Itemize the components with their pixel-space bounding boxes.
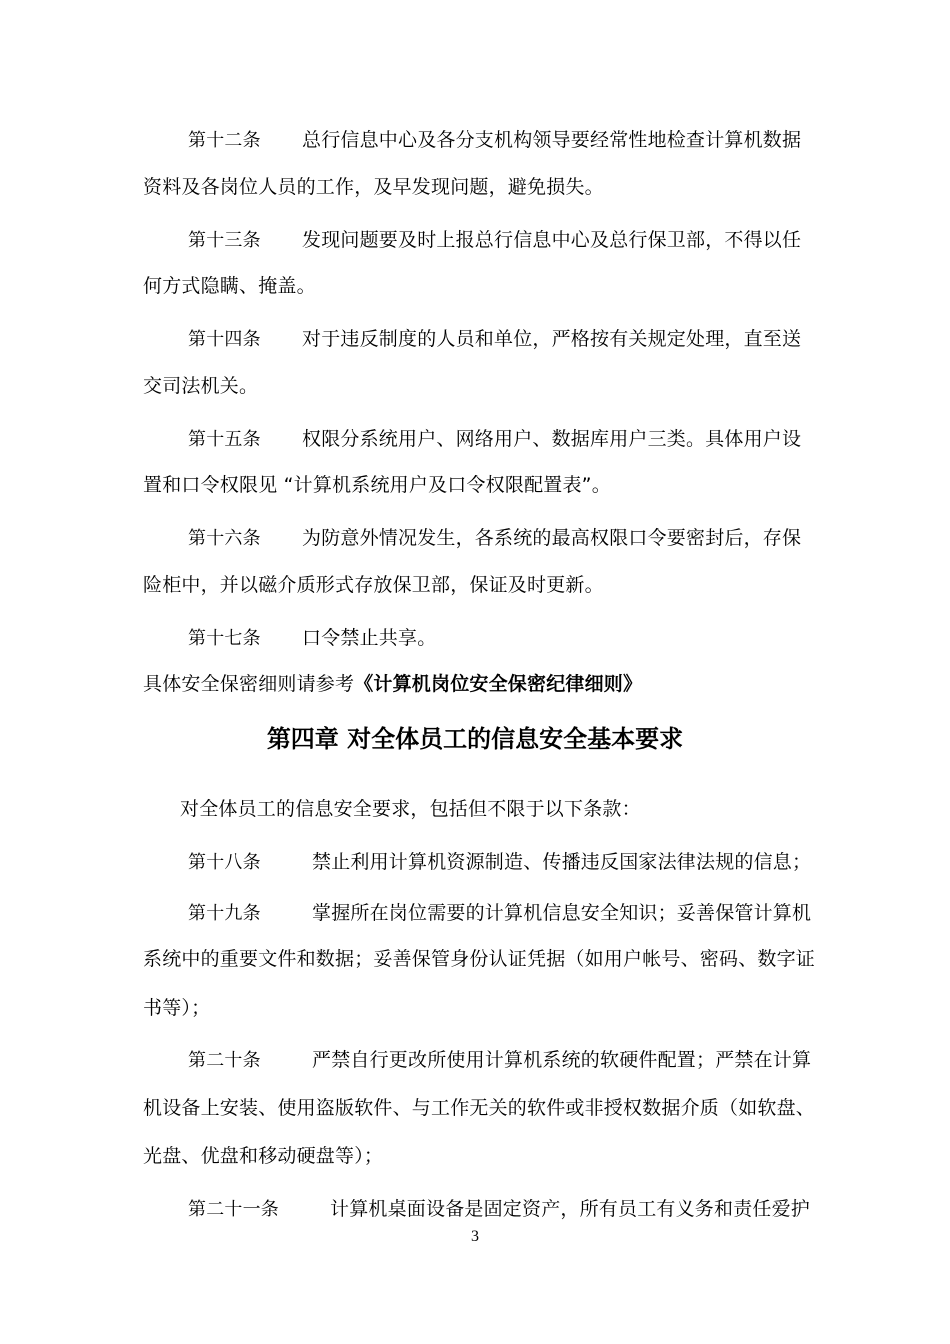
reference-line — [143, 671, 642, 697]
article-15-number: 第十五条 — [188, 429, 261, 450]
article-16-line-2: 险柜中，并以磁介质形式存放保卫部，保证及时更新。 — [143, 574, 604, 596]
article-16-number: 第十六条 — [188, 528, 261, 549]
article-14-text: 对于违反制度的人员和单位，严格按有关规定处理，直至送 — [302, 328, 802, 350]
article-14-number: 第十四条 — [188, 329, 261, 350]
article-16-text: 为防意外情况发生，各系统的最高权限口令要密封后，存保 — [302, 527, 802, 549]
article-20-text: 严禁自行更改所使用计算机系统的软硬件配置；严禁在计算 — [312, 1049, 812, 1071]
article-17-line-1 — [188, 625, 436, 652]
article-18-line-1 — [188, 849, 811, 876]
article-15-line-1 — [188, 426, 801, 453]
article-20-line-1 — [188, 1047, 811, 1074]
article-12-text: 总行信息中心及各分支机构领导要经常性地检查计算机数据 — [302, 129, 802, 151]
article-20-line-3: 光盘、优盘和移动硬盘等）； — [143, 1145, 384, 1167]
article-12-line-2: 资料及各岗位人员的工作，及早发现问题，避免损失。 — [143, 176, 604, 198]
article-19-number: 第十九条 — [188, 903, 261, 924]
article-19-line-3: 书等）； — [143, 997, 211, 1019]
chapter-intro: 对全体员工的信息安全要求，包括但不限于以下条款： — [180, 798, 641, 820]
article-15-text: 权限分系统用户、网络用户、数据库用户三类。具体用户设 — [302, 428, 802, 450]
article-12-line-1 — [188, 127, 801, 154]
page-number: 3 — [471, 1228, 479, 1245]
article-16-line-1 — [188, 525, 801, 552]
article-20-line-2: 机设备上安装、使用盗版软件、与工作无关的软件或非授权数据介质（如软盘、 — [143, 1097, 816, 1119]
article-14-line-2: 交司法机关。 — [143, 375, 259, 397]
article-15-line-2: 置和口令权限见 “计算机系统用户及口令权限配置表”。 — [143, 474, 611, 496]
article-13-text: 发现问题要及时上报总行信息中心及总行保卫部，不得以任 — [302, 229, 802, 251]
chapter-heading: 第四章 对全体员工的信息安全基本要求 — [266, 725, 684, 753]
article-21-text: 计算机桌面设备是固定资产，所有员工有义务和责任爱护 — [330, 1198, 811, 1220]
article-13-line-2: 何方式隐瞒、掩盖。 — [143, 275, 316, 297]
article-13-line-1 — [188, 227, 801, 254]
article-13-number: 第十三条 — [188, 230, 261, 251]
article-21-line-1 — [188, 1196, 810, 1223]
article-19-line-1 — [188, 900, 811, 927]
article-19-text: 掌握所在岗位需要的计算机信息安全知识；妥善保管计算机 — [312, 902, 812, 924]
article-18-number: 第十八条 — [188, 852, 261, 873]
article-20-number: 第二十条 — [188, 1050, 261, 1071]
article-14-line-1 — [188, 326, 801, 353]
article-18-text: 禁止利用计算机资源制造、传播违反国家法律法规的信息； — [312, 851, 812, 873]
reference-title: 《计算机岗位安全保密纪律细则》 — [354, 673, 643, 695]
article-17-number: 第十七条 — [188, 628, 261, 649]
article-12-number: 第十二条 — [188, 130, 261, 151]
article-21-number: 第二十一条 — [188, 1199, 279, 1220]
article-17-text: 口令禁止共享。 — [302, 627, 437, 649]
reference-prefix: 具体安全保密细则请参考 — [143, 673, 355, 695]
article-19-line-2: 系统中的重要文件和数据；妥善保管身份认证凭据（如用户帐号、密码、数字证 — [143, 948, 816, 970]
